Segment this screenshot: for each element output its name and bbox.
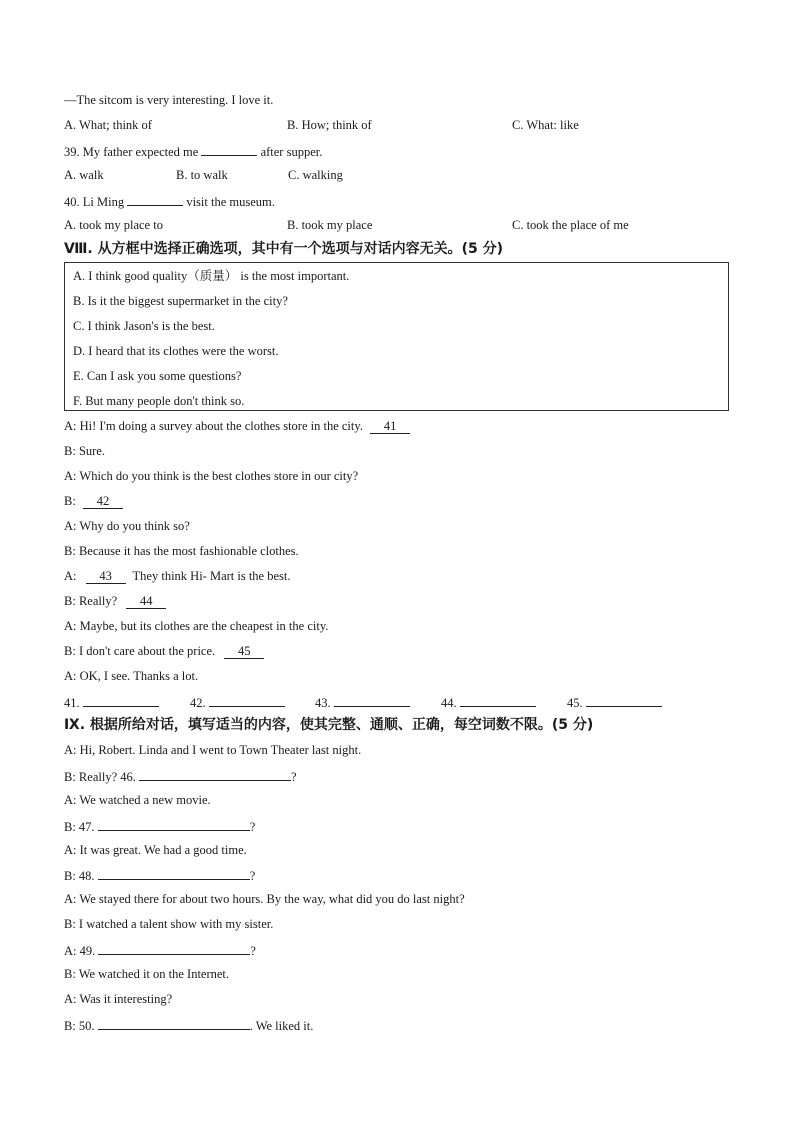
dialogue-text: B: 48. <box>64 869 95 883</box>
speaker: A: <box>64 619 77 633</box>
dialogue-text: Sure. <box>78 444 105 458</box>
speaker: A: <box>64 569 77 583</box>
answer-label: 43. <box>315 696 331 710</box>
dialogue9-line-12 <box>64 1016 313 1034</box>
q39-stem-post: after supper. <box>260 145 323 159</box>
dialogue-text: Why do you think so? <box>79 519 190 533</box>
dialogue8-line-8 <box>64 593 166 609</box>
q40-stem <box>64 192 275 210</box>
dialogue9-line-5: A: It was great. We had a good time. <box>64 843 247 857</box>
speaker: A: <box>64 469 77 483</box>
dialogue-text: ? <box>291 770 297 784</box>
answer-blank-44[interactable] <box>460 693 536 707</box>
dialogue9-line-10: B: We watched it on the Internet. <box>64 967 230 981</box>
q40-option-b: B. took my place <box>287 218 373 232</box>
box-option-c: C. I think Jason's is the best. <box>73 319 215 333</box>
answer-blank-42[interactable] <box>209 693 285 707</box>
q40-option-c: C. took the place of me <box>512 218 629 232</box>
dialogue8-line-10 <box>64 643 264 659</box>
dialogue9-line-6 <box>64 866 255 884</box>
speaker: A: <box>64 519 77 533</box>
dialogue9-line-4 <box>64 817 255 835</box>
q39-blank[interactable] <box>201 142 257 156</box>
dialogue-text: . We liked it. <box>249 1019 314 1033</box>
box-option-f: F. But many people don't think so. <box>73 394 245 408</box>
dialogue8-line-4 <box>64 493 123 509</box>
box-option-e: E. Can I ask you some questions? <box>73 369 242 383</box>
blank-48[interactable] <box>98 866 250 880</box>
box-option-d: D. I heard that its clothes were the worst. <box>73 344 279 358</box>
q39-stem <box>64 142 322 160</box>
blank-45[interactable]: 45 <box>224 644 264 659</box>
q40-stem-pre: 40. Li Ming <box>64 195 125 209</box>
dialogue9-line-2 <box>64 767 297 785</box>
blank-44[interactable]: 44 <box>126 594 166 609</box>
dialogue-text: ? <box>249 869 256 883</box>
dialogue-text: OK, I see. Thanks a lot. <box>79 669 199 683</box>
dialogue9-line-8: B: I watched a talent show with my sister. <box>64 917 274 931</box>
q39-option-b: B. to walk <box>176 168 228 182</box>
q38-line: —The sitcom is very interesting. I love it. <box>64 93 274 107</box>
dialogue8-line-5 <box>64 518 190 534</box>
dialogue9-line-3: A: We watched a new movie. <box>64 793 211 807</box>
answer-label: 42. <box>190 696 206 710</box>
answer-43 <box>315 693 410 711</box>
blank-47[interactable] <box>98 817 250 831</box>
dialogue-text: Maybe, but its clothes are the cheapest in the city. <box>79 619 329 633</box>
options-box <box>64 262 729 411</box>
answer-41 <box>64 693 159 711</box>
blank-46[interactable] <box>139 767 291 781</box>
q39-option-c: C. walking <box>288 168 343 182</box>
section8-heading: Ⅷ. 从方框中选择正确选项，其中有一个选项与对话内容无关。(5 分) <box>64 241 504 257</box>
dialogue8-line-9 <box>64 618 328 634</box>
dialogue-text: Hi! I'm doing a survey about the clothes store in the city. <box>79 419 363 433</box>
blank-50[interactable] <box>98 1016 250 1030</box>
answer-label: 45. <box>567 696 583 710</box>
dialogue-text: Because it has the most fashionable clothes. <box>78 544 299 558</box>
q38-option-b: B. How; think of <box>287 118 372 132</box>
speaker: B: <box>64 594 76 608</box>
dialogue8-line-3 <box>64 468 358 484</box>
speaker: A: <box>64 419 77 433</box>
dialogue-text: B: 50. <box>64 1019 95 1033</box>
speaker: A: <box>64 669 77 683</box>
speaker: B: <box>64 444 76 458</box>
dialogue-text: They think Hi- Mart is the best. <box>132 569 291 583</box>
dialogue8-line-6 <box>64 543 299 559</box>
answer-42 <box>190 693 285 711</box>
box-option-b: B. Is it the biggest supermarket in the city? <box>73 294 288 308</box>
dialogue9-line-1: A: Hi, Robert. Linda and I went to Town Theater last night. <box>64 743 362 757</box>
q39-stem-pre: 39. My father expected me <box>64 145 199 159</box>
dialogue-text: ? <box>249 820 256 834</box>
dialogue-text: A: 49. <box>64 944 96 958</box>
dialogue-text: ? <box>250 944 256 958</box>
box-option-a: A. I think good quality（质量） is the most important. <box>73 269 350 283</box>
dialogue-text: I don't care about the price. <box>78 644 216 658</box>
q40-stem-post: visit the museum. <box>186 195 275 209</box>
answer-label: 41. <box>64 696 80 710</box>
answer-blank-45[interactable] <box>586 693 662 707</box>
dialogue-text: B: 47. <box>64 820 95 834</box>
q39-option-a: A. walk <box>64 168 104 182</box>
speaker: B: <box>64 644 76 658</box>
dialogue9-line-7: A: We stayed there for about two hours. By the way, what did you do last night? <box>64 892 465 906</box>
answer-blank-43[interactable] <box>334 693 410 707</box>
q40-option-a: A. took my place to <box>64 218 163 232</box>
dialogue8-line-2 <box>64 443 105 459</box>
dialogue-text: B: Really? 46. <box>64 770 136 784</box>
speaker: B: <box>64 494 76 508</box>
answer-label: 44. <box>441 696 457 710</box>
dialogue8-line-1 <box>64 418 410 434</box>
q40-blank[interactable] <box>127 192 183 206</box>
dialogue-text: Really? <box>78 594 118 608</box>
dialogue8-line-7 <box>64 568 291 584</box>
q38-option-c: C. What: like <box>512 118 579 132</box>
dialogue-text: Which do you think is the best clothes store in our city? <box>79 469 359 483</box>
speaker: B: <box>64 544 76 558</box>
blank-43[interactable]: 43 <box>86 569 126 584</box>
section9-heading: Ⅸ. 根据所给对话，填写适当的内容，使其完整、通顺、正确，每空词数不限。(5 分) <box>64 717 594 733</box>
blank-42[interactable]: 42 <box>83 494 123 509</box>
blank-41[interactable]: 41 <box>370 419 410 434</box>
dialogue8-line-11 <box>64 668 198 684</box>
answer-blank-41[interactable] <box>83 693 159 707</box>
answer-44 <box>441 693 536 711</box>
blank-49[interactable] <box>98 941 250 955</box>
dialogue9-line-9 <box>64 941 256 959</box>
q38-option-a: A. What; think of <box>64 118 152 132</box>
answer-45 <box>567 693 662 711</box>
dialogue9-line-11: A: Was it interesting? <box>64 992 173 1006</box>
